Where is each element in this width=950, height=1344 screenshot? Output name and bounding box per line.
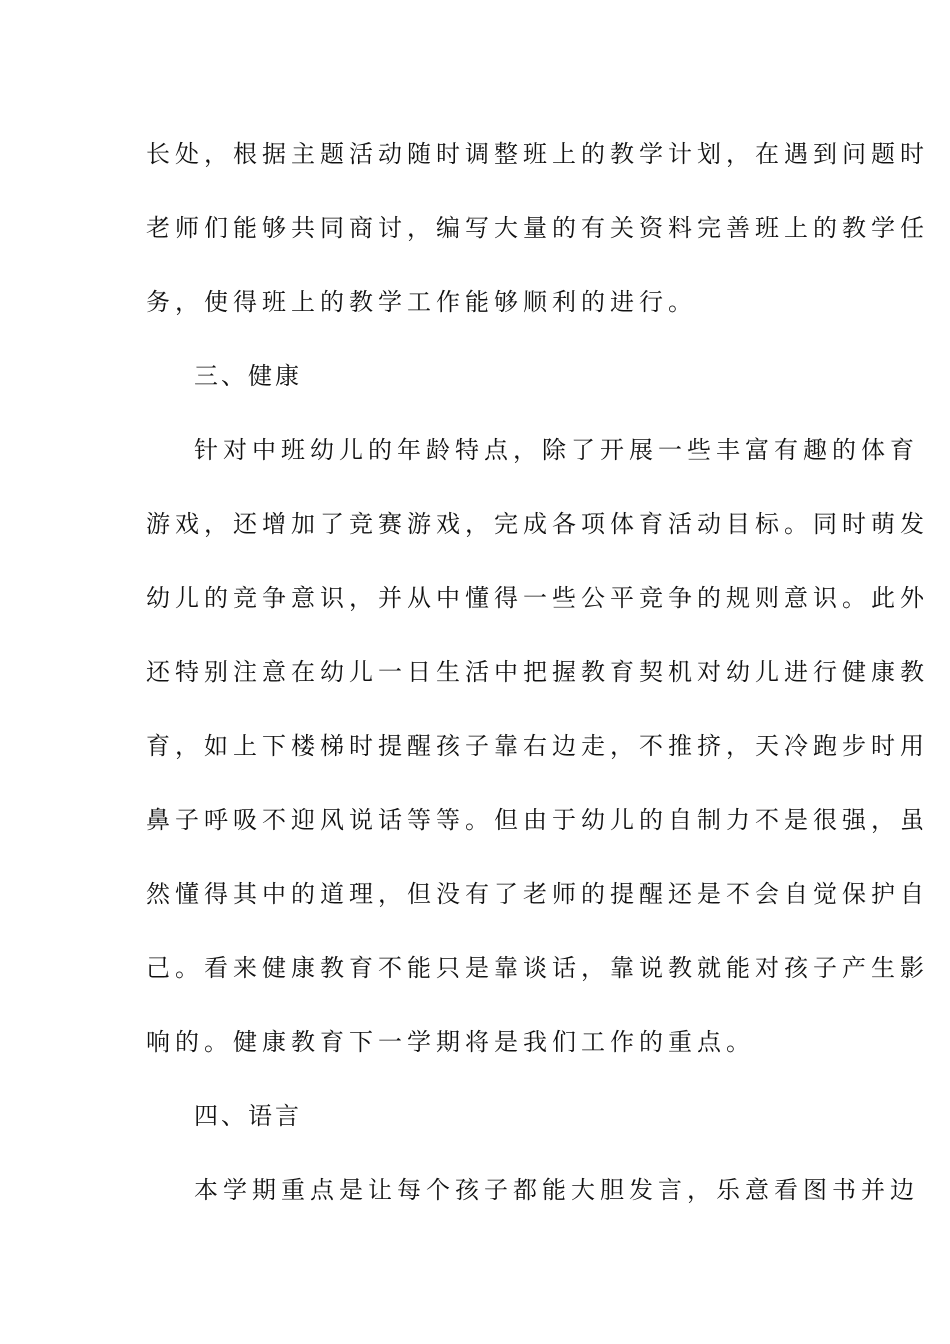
section-heading-health: 三、健康 <box>194 362 302 390</box>
paragraph-line: 老师们能够共同商讨，编写大量的有关资料完善班上的教学任 <box>146 214 929 242</box>
paragraph-line: 育，如上下楼梯时提醒孩子靠右边走，不推挤，天冷跑步时用 <box>146 732 929 760</box>
paragraph-line: 幼儿的竞争意识，并从中懂得一些公平竞争的规则意识。此外 <box>146 584 929 612</box>
paragraph-line: 游戏，还增加了竞赛游戏，完成各项体育活动目标。同时萌发 <box>146 510 929 538</box>
paragraph-line: 鼻子呼吸不迎风说话等等。但由于幼儿的自制力不是很强，虽 <box>146 806 929 834</box>
paragraph-line: 响的。健康教育下一学期将是我们工作的重点。 <box>146 1028 755 1056</box>
paragraph-line: 己。看来健康教育不能只是靠谈话，靠说教就能对孩子产生影 <box>146 954 929 982</box>
paragraph-line: 还特别注意在幼儿一日生活中把握教育契机对幼儿进行健康教 <box>146 658 929 686</box>
section-heading-language: 四、语言 <box>194 1102 302 1130</box>
paragraph-line: 长处，根据主题活动随时调整班上的教学计划，在遇到问题时 <box>146 140 929 168</box>
paragraph-line: 本学期重点是让每个孩子都能大胆发言，乐意看图书并边 <box>194 1176 919 1204</box>
paragraph-line: 然懂得其中的道理，但没有了老师的提醒还是不会自觉保护自 <box>146 880 929 908</box>
paragraph-line: 务，使得班上的教学工作能够顺利的进行。 <box>146 288 697 316</box>
paragraph-line: 针对中班幼儿的年龄特点，除了开展一些丰富有趣的体育 <box>194 436 919 464</box>
